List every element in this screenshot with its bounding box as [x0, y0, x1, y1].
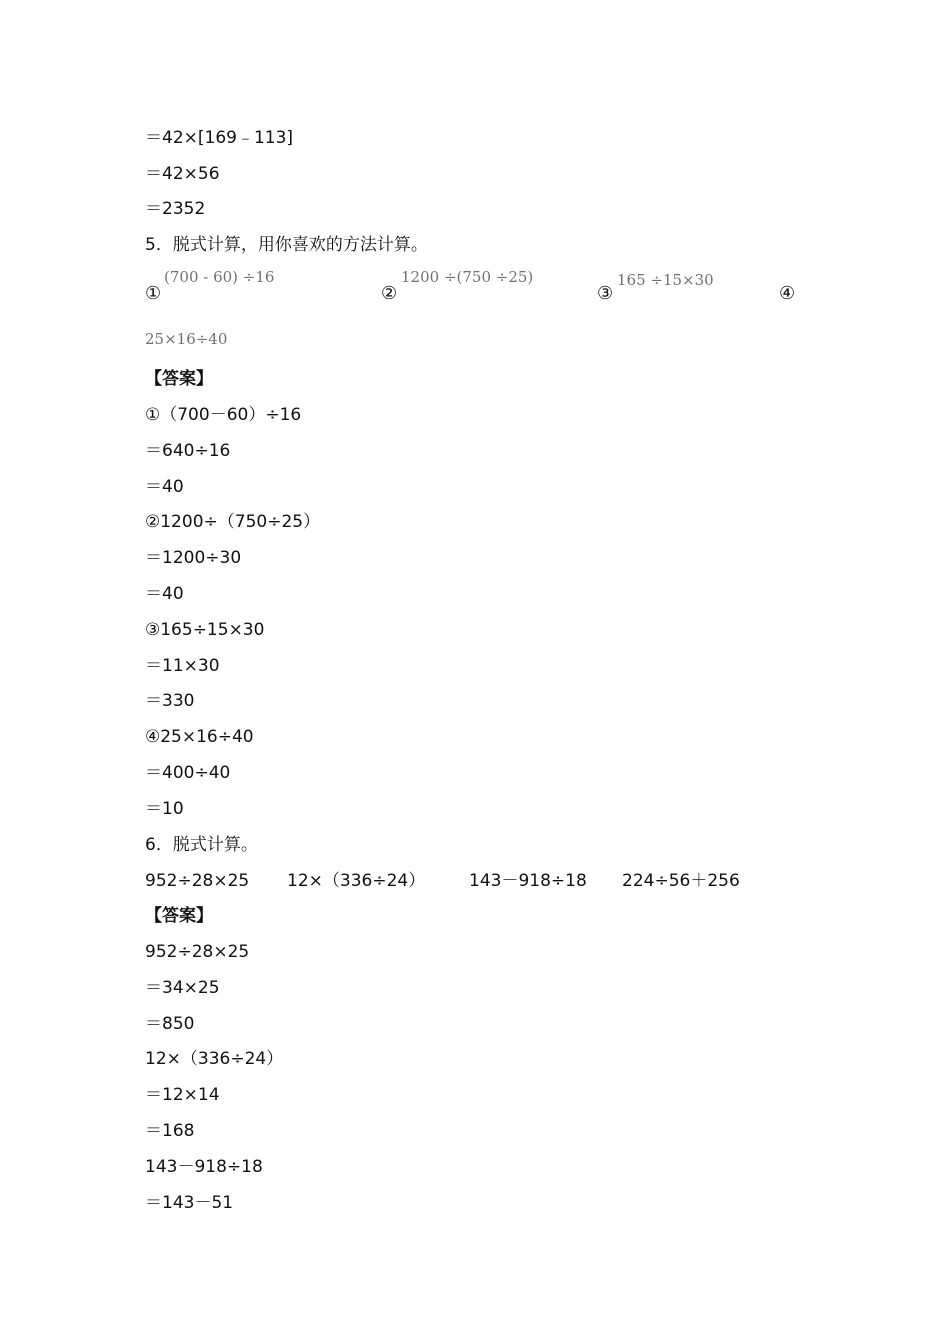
q6-answer-line: 12×（336÷24）: [145, 1049, 284, 1069]
q6-answer-line: ＝850: [145, 1014, 195, 1034]
q5-answer-line: ＝400÷40: [145, 763, 231, 783]
q5-answer-line: ＝11×30: [145, 656, 220, 676]
prev-solution-step-1: ＝42×[169﹣113]: [145, 128, 294, 148]
q5-title: 5．脱式计算，用你喜欢的方法计算。: [145, 235, 428, 255]
q5-item-2-marker: ②: [381, 283, 398, 304]
q6-problem-2: 12×（336÷24）: [287, 871, 426, 891]
q5-answer-line: ＝330: [145, 691, 195, 711]
q6-problem-3: 143－918÷18: [469, 871, 587, 891]
prev-solution-step-3: ＝2352: [145, 199, 206, 219]
q5-item-3-marker: ③: [597, 283, 614, 304]
q6-answer-line: ＝34×25: [145, 978, 220, 998]
q5-item-3-expression: 165 ÷15×30: [617, 271, 714, 289]
q6-answer-line: ＝168: [145, 1121, 195, 1141]
q5-answer-line: ＝1200÷30: [145, 548, 242, 568]
q6-answer-label: 【答案】: [145, 906, 213, 926]
q5-item-1-marker: ①: [145, 283, 162, 304]
q5-answer-line: ①（700－60）÷16: [145, 405, 302, 425]
q5-answer-line: ＝10: [145, 799, 184, 819]
q6-answer-line: 952÷28×25: [145, 942, 250, 962]
q5-item-2-expression: 1200 ÷(750 ÷25): [401, 268, 534, 286]
q5-answer-label: 【答案】: [145, 369, 213, 389]
q6-answer-line: 143－918÷18: [145, 1157, 263, 1177]
q5-answer-line: ＝40: [145, 477, 184, 497]
q6-problem-1: 952÷28×25: [145, 871, 250, 891]
q6-problem-4: 224÷56＋256: [622, 871, 740, 891]
q5-answer-line: ②1200÷（750÷25）: [145, 512, 321, 532]
q5-answer-line: ＝40: [145, 584, 184, 604]
q5-answer-line: ＝640÷16: [145, 441, 231, 461]
q6-answer-line: ＝143－51: [145, 1193, 234, 1213]
q5-answer-line: ③165÷15×30: [145, 620, 265, 640]
q5-answer-line: ④25×16÷40: [145, 727, 254, 747]
q6-title: 6．脱式计算。: [145, 835, 258, 855]
q6-answer-line: ＝12×14: [145, 1085, 220, 1105]
q5-item-4-expression: 25×16÷40: [145, 330, 228, 348]
prev-solution-step-2: ＝42×56: [145, 164, 220, 184]
q5-item-1-expression: (700 - 60) ÷16: [164, 268, 275, 286]
q5-item-4-marker: ④: [779, 283, 796, 304]
